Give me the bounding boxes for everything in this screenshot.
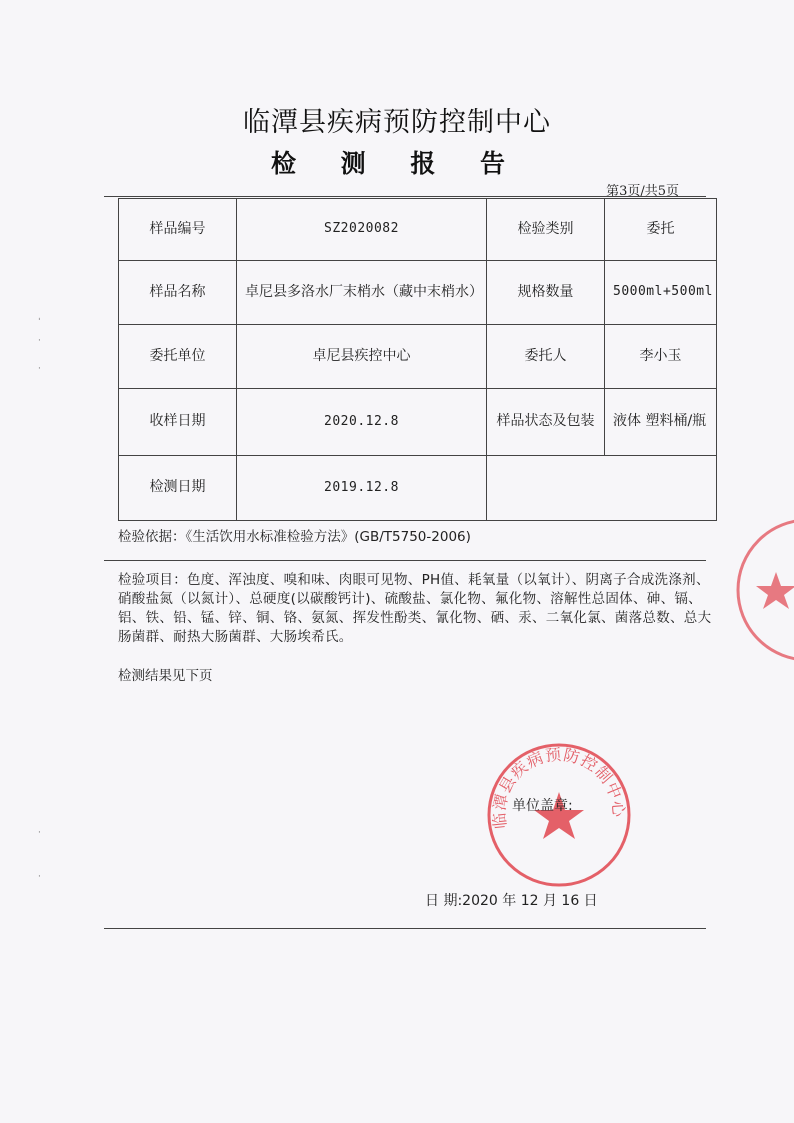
scan-mark: · (38, 336, 41, 346)
value-cell: 2020.12.8 (237, 389, 487, 456)
value-cell: 卓尼县疾控中心 (237, 325, 487, 389)
label-cell: 样品编号 (119, 199, 237, 261)
table-row (119, 325, 717, 389)
value-cell: 委托 (605, 199, 717, 261)
label-cell: 检验类别 (487, 199, 605, 261)
label-cell: 样品名称 (119, 261, 237, 325)
value-cell: 5000ml+500ml (605, 261, 717, 325)
table-row (119, 456, 717, 521)
mid-rule (104, 560, 706, 561)
partial-seal-icon (728, 510, 794, 670)
page-number: 第3页/共5页 (606, 184, 679, 199)
value-cell: SZ2020082 (237, 199, 487, 261)
value-cell: 卓尼县多洛水厂末梢水（藏中末梢水） (237, 261, 487, 325)
scan-mark: · (38, 364, 41, 374)
stamp-label: 单位盖章: (512, 798, 573, 814)
value-cell: 液体 塑料桶/瓶 (605, 389, 717, 456)
table-row (119, 199, 717, 261)
label-cell: 检测日期 (119, 456, 237, 521)
label-cell: 样品状态及包装 (487, 389, 605, 456)
doc-title: 检 测 报 告 (270, 149, 524, 178)
sample-info-table (118, 198, 717, 521)
official-seal-icon (484, 740, 634, 890)
table-row (119, 261, 717, 325)
label-cell: 委托人 (487, 325, 605, 389)
org-title: 临潭县疾病预防控制中心 (243, 107, 551, 138)
label-cell: 委托单位 (119, 325, 237, 389)
seal-text: 临潭县疾病预防控制中心 (489, 744, 629, 830)
scan-mark: · (38, 872, 41, 882)
top-rule (104, 196, 706, 197)
test-basis: 检验依据：《生活饮用水标准检验方法》(GB/T5750-2006) (118, 529, 471, 545)
report-date: 日 期:2020 年 12 月 16 日 (425, 893, 598, 909)
bottom-rule (104, 928, 706, 929)
value-cell: 李小玉 (605, 325, 717, 389)
scan-mark: ˈ (38, 318, 41, 328)
value-cell: 2019.12.8 (237, 456, 487, 521)
test-items: 检验项目：色度、浑浊度、嗅和味、肉眼可见物、PH值、耗氧量（以氧计）、阴离子合成洗涤剂、硝酸盐氮（以氮计）、总硬度(以碳酸钙计)、硫酸盐、氯化物、氟化物、溶解性总固体、砷、镉、铝、铁、铅、锰、锌、铜、铬、氨氮、挥发性酚类、氰化物、硒、汞、二氧化氯、菌落总数、总大肠菌群、耐热大肠菌群、大肠埃希氏。 (118, 572, 712, 645)
results-note: 检测结果见下页 (118, 668, 213, 684)
label-cell: 规格数量 (487, 261, 605, 325)
scan-mark: · (38, 828, 41, 838)
label-cell: 收样日期 (119, 389, 237, 456)
empty-cell (487, 456, 717, 521)
table-row (119, 389, 717, 456)
